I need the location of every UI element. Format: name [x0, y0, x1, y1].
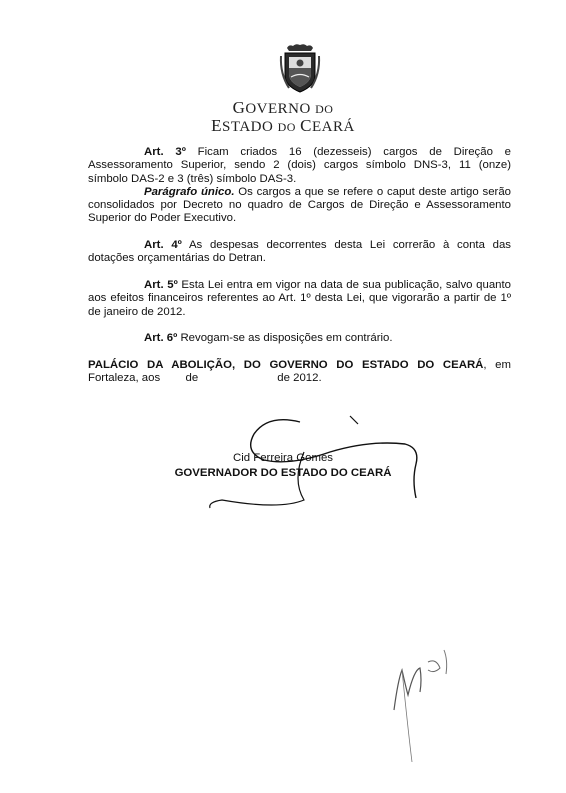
- article-3-label: Art. 3º: [144, 146, 186, 158]
- signer-title: GOVERNADOR DO ESTADO DO CEARÁ: [174, 467, 392, 479]
- article-4-text: As despesas decorrentes desta Lei correrão à conta das dotações orçamentárias do Detran.: [88, 239, 511, 265]
- handwritten-initials: [388, 640, 458, 770]
- signer-name: Cid Ferreira Gomes: [232, 452, 333, 464]
- article-4-label: Art. 4º: [144, 239, 182, 252]
- article-6-label: Art. 6º: [144, 332, 178, 345]
- article-3-text: Ficam criados 16 (dezesseis) cargos de Direção e Assessoramento Superior, sendo 2 (dois) cargos símbolo DNS-3, 11 (onze) símbolo DAS-2 e 3 (três) símbolo DAS-3.: [88, 146, 511, 185]
- article-3: [88, 146, 511, 186]
- article-5-label: Art. 5º: [144, 278, 178, 291]
- paragrafo-unico: [88, 186, 511, 226]
- header-estado-do-ceara: ESTADO DO CEARÁ: [211, 116, 355, 135]
- state-coat-of-arms-seal: [277, 42, 323, 94]
- paragrafo-unico-text: Os cargos a que se refere o caput deste artigo serão consolidados por Decreto no quadro de Cargos de Direção e Assessoramento Superior do Poder Executivo.: [88, 185, 511, 225]
- article-6-text: Revogam-se as disposições em contrário.: [177, 332, 393, 345]
- article-4: [88, 239, 511, 266]
- law-body: [88, 146, 515, 385]
- article-5: [88, 279, 511, 319]
- closing-date-text: , em Fortaleza, aos de de 2012.: [88, 358, 515, 385]
- article-6: [88, 332, 511, 345]
- article-5-text: Esta Lei entra em vigor na data de sua publicação, salvo quanto aos efeitos financeiros referentes ao Art. 1º desta Lei, que vigorarão a partir de 1º de janeiro de 2012.: [88, 278, 511, 318]
- paragrafo-unico-label: Parágrafo único.: [144, 185, 235, 198]
- palace-name: PALÁCIO DA ABOLIÇÃO, DO GOVERNO DO ESTADO DO CEARÁ: [88, 358, 484, 371]
- closing-statement: [88, 358, 515, 386]
- header-governo-do: GOVERNO DO: [232, 98, 334, 117]
